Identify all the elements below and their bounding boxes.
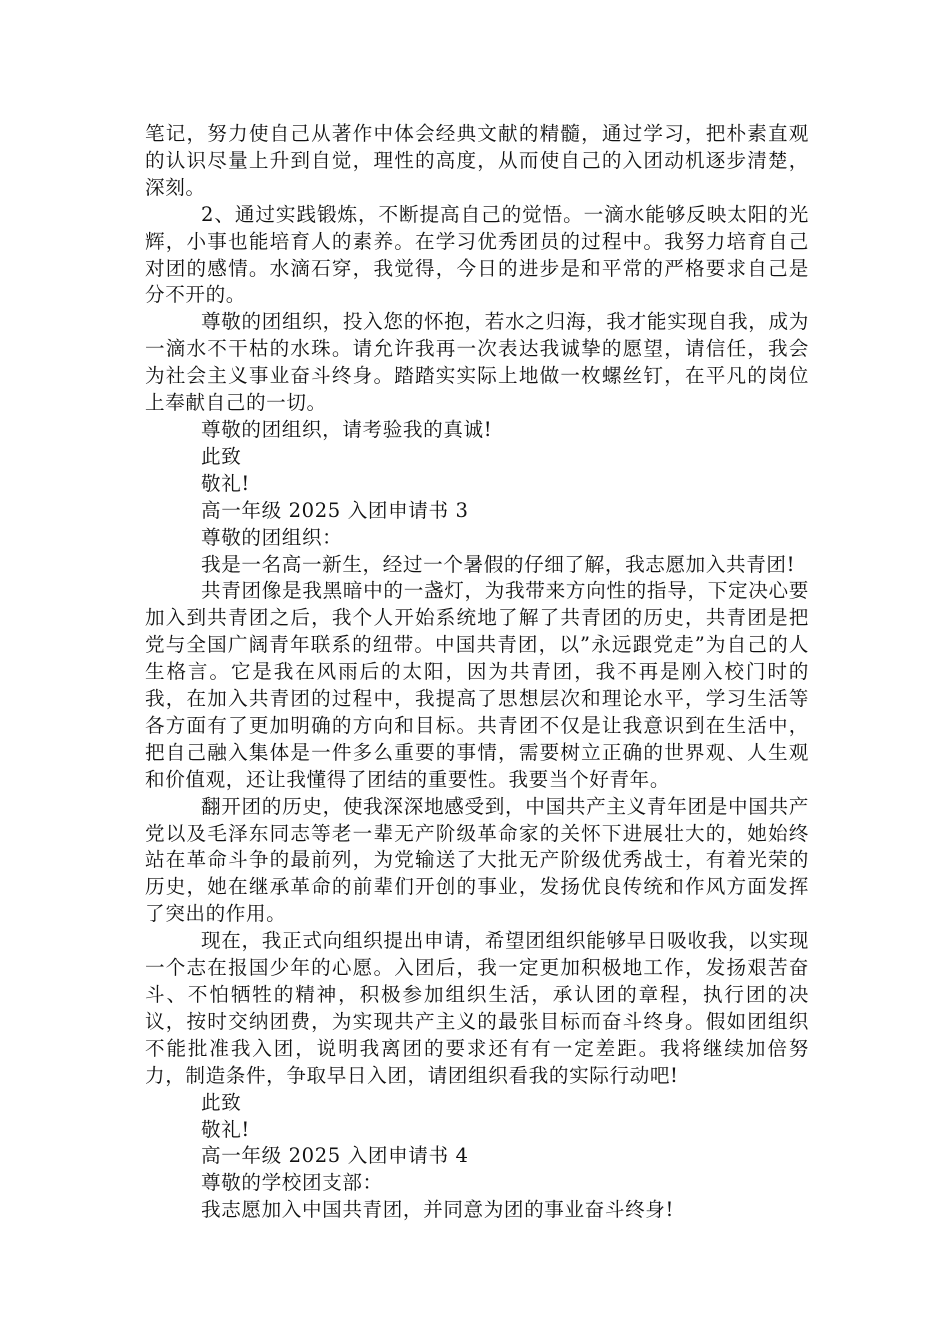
paragraph: 2、通过实践锻炼，不断提高自己的觉悟。一滴水能够反映太阳的光辉，小事也能培育人的素养。在学习优秀团员的过程中。我努力培育自己对团的感情。水滴石穿，我觉得，今日的进步是和平常的严格要求自己是分不开的。 — [145, 202, 809, 307]
closing-salutation: 此致 — [201, 1090, 242, 1114]
paragraph: 尊敬的团组织，投入您的怀抱，若水之归海，我才能实现自我，成为一滴水不干枯的水珠。请允许我再一次表达我诚挚的愿望，请信任，我会为社会主义事业奋斗终身。踏踏实实际上地做一枚螺丝钉，在平凡的岗位上奉献自己的一切。 — [145, 310, 809, 415]
closing-salutation: 此致 — [201, 444, 242, 468]
paragraph: 笔记，努力使自己从著作中体会经典文献的精髓，通过学习，把朴素直观的认识尽量上升到自觉，理性的高度，从而使自己的入团动机逐步清楚，深刻。 — [145, 122, 809, 199]
paragraph: 共青团像是我黑暗中的一盏灯，为我带来方向性的指导，下定决心要加入到共青团之后，我个人开始系统地了解了共青团的历史，共青团是把党与全国广阔青年联系的纽带。中国共青团，以”永远跟党走”为自己的人生格言。它是我在风雨后的太阳，因为共青团，我不再是刚入校门时的我，在加入共青团的过程中，我提高了思想层次和理论水平，学习生活等各方面有了更加明确的方向和目标。共青团不仅是让我意识到在生活中，把自己融入集体是一件多么重要的事情，需要树立正确的世界观、人生观和价值观，还让我懂得了团结的重要性。我要当个好青年。 — [145, 579, 809, 791]
paragraph: 现在，我正式向组织提出申请，希望团组织能够早日吸收我，以实现一个志在报国少年的心愿。入团后，我一定更加积极地工作，发扬艰苦奋斗、不怕牺牲的精神，积极参加组织生活，承认团的章程，执行团的决议，按时交纳团费，为实现共产主义的最张目标而奋斗终身。假如团组织不能批准我入团，说明我离团的要求还有有一定差距。我将继续加倍努力，制造条件，争取早日入团，请团组织看我的实际行动吧! — [145, 929, 809, 1087]
greeting: 尊敬的团组织： — [201, 525, 343, 549]
greeting: 尊敬的学校团支部： — [201, 1171, 383, 1195]
paragraph: 我志愿加入中国共青团，并同意为团的事业奋斗终身! — [201, 1198, 674, 1222]
document-body — [145, 121, 809, 1224]
paragraph: 我是一名高一新生，经过一个暑假的仔细了解，我志愿加入共青团! — [201, 552, 796, 576]
closing-salutation: 敬礼! — [201, 1117, 250, 1141]
section-heading: 高一年级 2025 入团申请书 3 — [201, 498, 469, 522]
closing-salutation: 敬礼! — [201, 471, 250, 495]
paragraph: 尊敬的团组织，请考验我的真诚! — [201, 417, 493, 441]
section-heading: 高一年级 2025 入团申请书 4 — [201, 1144, 469, 1168]
paragraph: 翻开团的历史，使我深深地感受到，中国共产主义青年团是中国共产党以及毛泽东同志等老一辈无产阶级革命家的关怀下进展壮大的，她始终站在革命斗争的最前列，为党输送了大批无产阶级优秀战士，有着光荣的历史，她在继承革命的前辈们开创的事业，发扬优良传统和作风方面发挥了突出的作用。 — [145, 794, 809, 926]
